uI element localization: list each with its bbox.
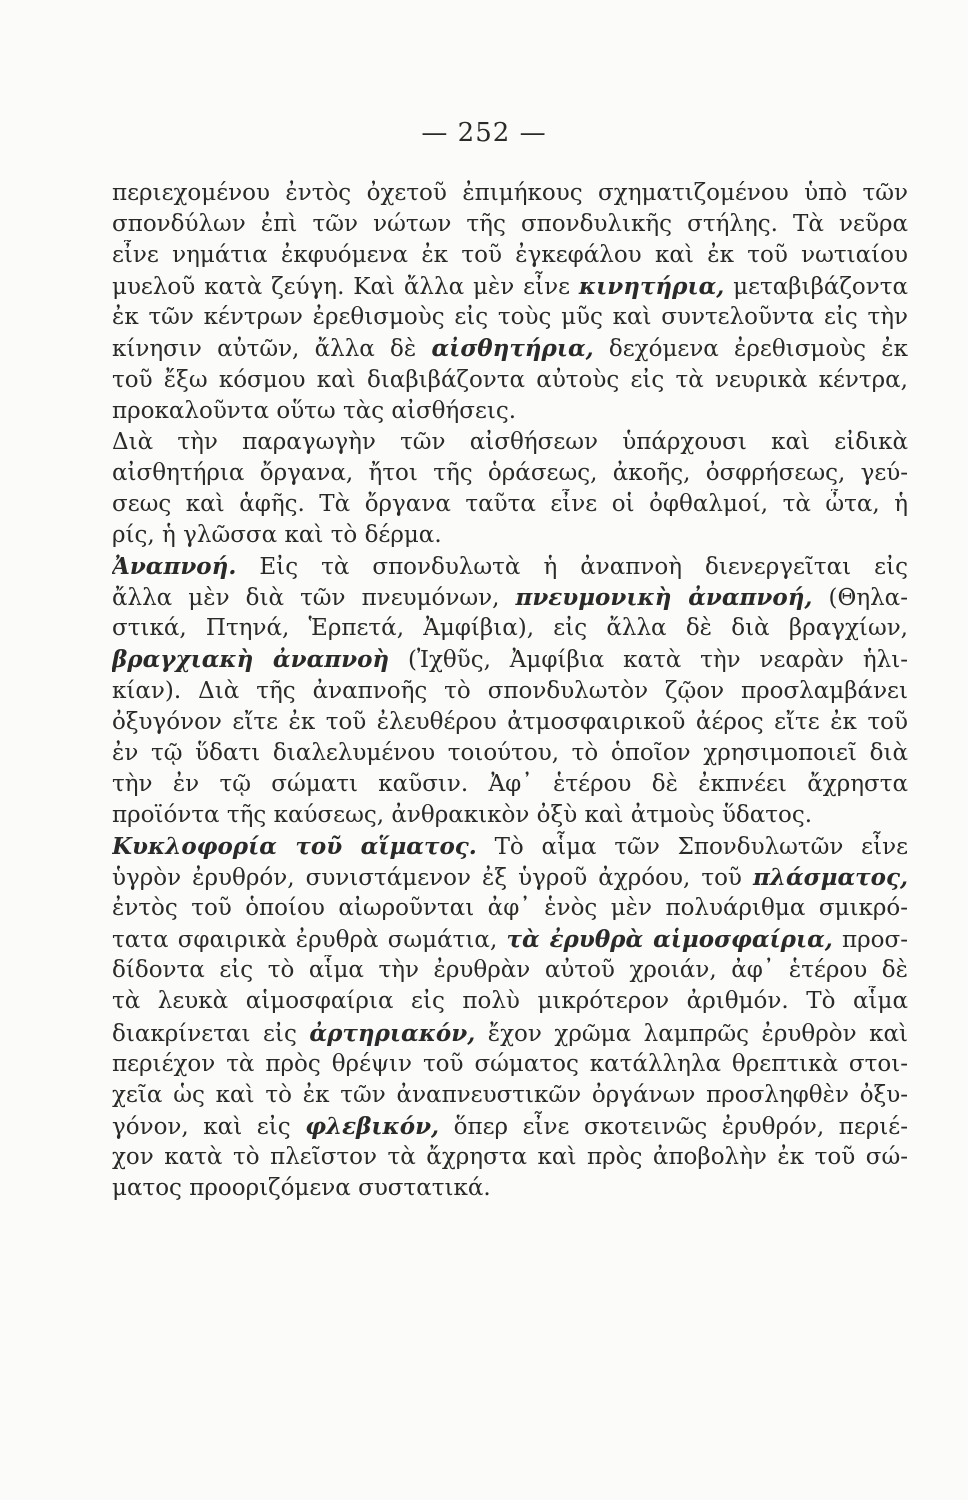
text-line xyxy=(112,302,908,333)
text-run: μεταβιβάζοντα xyxy=(724,274,908,301)
text-run: τοῦ ἔξω κόσμου καὶ διαβιβάζοντα αὐτοὺς εἰς τὰ νευρικὰ κέντρα, xyxy=(112,366,908,393)
text-run: σπονδύλων ἐπὶ τῶν νώτων τῆς σπονδυλικῆς στήλης. Τὰ νεῦρα xyxy=(112,211,908,238)
text-run: γόνον, καὶ εἰς xyxy=(112,1113,306,1140)
text-line xyxy=(112,644,908,675)
text-line xyxy=(112,955,908,986)
bold-term: πλάσματος, xyxy=(753,864,908,892)
bold-term: Ἀναπνοή. xyxy=(112,553,237,581)
text-run: ὑγρὸν ἐρυθρόν, συνιστάμενον ἐξ ὑγροῦ ἀχρόου, τοῦ xyxy=(112,865,754,892)
text-run: στικά, Πτηνά, Ἑρπετά, Ἀμφίβια), εἰς ἄλλα δὲ διὰ βραγχίων, xyxy=(112,615,908,642)
text-run: προκαλοῦντα οὕτω τὰς αἰσθήσεις. xyxy=(112,397,517,424)
text-line xyxy=(112,427,908,458)
text-run: ρίς, ἡ γλῶσσα καὶ τὸ δέρμα. xyxy=(112,522,442,549)
bold-term: Κυκλοφορία τοῦ αἵματος. xyxy=(112,832,477,860)
text-run: σεως καὶ ἁφῆς. Τὰ ὄργανα ταῦτα εἶνε οἱ ὀφθαλμοί, τὰ ὦτα, ἡ xyxy=(112,490,908,517)
text-run: ὅπερ εἶνε σκοτεινῶς ἐρυθρόν, περιέ- xyxy=(439,1113,908,1140)
text-run: κίνησιν αὐτῶν, ἄλλα δὲ xyxy=(112,336,432,363)
text-line xyxy=(112,986,908,1017)
text-line xyxy=(112,458,908,489)
text-run: χον κατὰ τὸ πλεῖστον τὰ ἄχρηστα καὶ πρὸς ἀποβολὴν ἐκ τοῦ σώ- xyxy=(112,1143,908,1170)
text-run: Εἰς τὰ σπονδυλωτὰ ἡ ἀναπνοὴ διενεργεῖται εἰς xyxy=(236,554,908,581)
text-run: τὰ λευκὰ αἱμοσφαίρια εἰς πολὺ μικρότερον ἀριθμόν. Τὸ αἷμα xyxy=(112,988,908,1015)
text-line xyxy=(112,924,908,955)
text-run: ἔχον χρῶμα λαμπρῶς ἐρυθρὸν καὶ xyxy=(475,1020,908,1047)
text-line xyxy=(112,831,908,862)
text-run: δίδοντα εἰς τὸ αἷμα τὴν ἐρυθρὰν αὐτοῦ χροιάν, ἀφ᾽ ἑτέρου δὲ xyxy=(112,957,908,984)
text-run: Διὰ τὴν παραγωγὴν τῶν αἰσθήσεων ὑπάρχουσι καὶ εἰδικὰ xyxy=(112,428,908,455)
text-line xyxy=(112,613,908,644)
bold-term: φλεβικόν, xyxy=(305,1112,440,1140)
text-line xyxy=(112,1049,908,1080)
bold-term: κινητήρια, xyxy=(578,273,725,301)
text-run: Τὸ αἷμα τῶν Σπονδυλωτῶν εἶνε xyxy=(476,833,908,860)
text-line xyxy=(112,271,908,302)
text-run: τατα σφαιρικὰ ἐρυθρὰ σωμάτια, xyxy=(112,927,507,954)
text-run: ἐκ τῶν κέντρων ἐρεθισμοὺς εἰς τοὺς μῦς καὶ συντελοῦντα εἰς τὴν xyxy=(112,304,908,331)
text-line xyxy=(112,800,908,831)
text-run: μυελοῦ κατὰ ζεύγη. Καὶ ἄλλα μὲν εἶνε xyxy=(112,274,579,301)
text-run: (Θηλα- xyxy=(812,585,908,612)
text-run: περιεχομένου ἐντὸς ὀχετοῦ ἐπιμήκους σχηματιζομένου ὑπὸ τῶν xyxy=(112,180,908,206)
text-line xyxy=(112,333,908,364)
text-line xyxy=(112,396,908,427)
text-line xyxy=(112,862,908,893)
text-line xyxy=(112,676,908,707)
text-line xyxy=(112,893,908,924)
text-run: χεῖα ὡς καὶ τὸ ἐκ τῶν ἀναπνευστικῶν ὀργάνων προσληφθὲν ὀξυ- xyxy=(112,1081,908,1108)
text-run: ἐν τῷ ὕδατι διαλελυμένου τοιούτου, τὸ ὁποῖον χρησιμοποιεῖ διὰ xyxy=(112,739,908,766)
text-line xyxy=(112,551,908,582)
text-run: προσ- xyxy=(832,927,908,954)
text-run: προϊόντα τῆς καύσεως, ἀνθρακικὸν ὀξὺ καὶ ἀτμοὺς ὕδατος. xyxy=(112,801,813,828)
text-line xyxy=(112,707,908,738)
text-run: περιέχον τὰ πρὸς θρέψιν τοῦ σώματος κατάλληλα θρεπτικὰ στοι- xyxy=(112,1050,908,1077)
bold-term: ἀρτηριακόν, xyxy=(309,1019,476,1047)
text-line xyxy=(112,520,908,551)
text-line xyxy=(112,209,908,240)
text-line xyxy=(112,1080,908,1111)
text-line xyxy=(112,1142,908,1173)
text-run: (Ἰχθῦς, Ἀμφίβια κατὰ τὴν νεαρὰν ἡλι- xyxy=(389,647,908,674)
text-run: ἄλλα μὲν διὰ τῶν πνευμόνων, xyxy=(112,585,516,612)
text-line xyxy=(112,582,908,613)
bold-term: τὰ ἐρυθρὰ αἱμοσφαίρια, xyxy=(506,926,833,954)
text-line xyxy=(112,489,908,520)
text-run: εἶνε νημάτια ἐκφυόμενα ἐκ τοῦ ἐγκεφάλου καὶ ἐκ τοῦ νωτιαίου xyxy=(112,242,908,269)
text-run: διακρίνεται εἰς xyxy=(112,1020,310,1047)
text-line xyxy=(112,240,908,271)
page-number: — 252 — xyxy=(421,118,547,148)
text-run: ὀξυγόνον εἴτε ἐκ τοῦ ἐλευθέρου ἀτμοσφαιρικοῦ ἀέρος εἴτε ἐκ τοῦ xyxy=(112,708,908,735)
text-run: κίαν). Διὰ τῆς ἀναπνοῆς τὸ σπονδυλωτὸν ζῷον προσλαμβάνει xyxy=(112,677,908,704)
text-line xyxy=(112,738,908,769)
text-line xyxy=(112,365,908,396)
bold-term: βραγχιακὴ ἀναπνοὴ xyxy=(112,646,390,674)
text-line xyxy=(112,1173,908,1204)
text-line xyxy=(112,1018,908,1049)
text-run: τὴν ἐν τῷ σώματι καῦσιν. Ἀφ᾽ ἑτέρου δὲ ἐκπνέει ἄχρηστα xyxy=(112,770,908,797)
text-run: ματος προοριζόμενα συστατικά. xyxy=(112,1175,491,1201)
text-line xyxy=(112,178,908,209)
bold-term: πνευμονικὴ ἀναπνοή, xyxy=(515,584,813,612)
text-run: δεχόμενα ἐρεθισμοὺς ἐκ xyxy=(593,336,908,363)
text-run: αἰσθητήρια ὄργανα, ἤτοι τῆς ὁράσεως, ἀκοῆς, ὀσφρήσεως, γεύ- xyxy=(112,459,908,486)
body-text xyxy=(112,178,908,1204)
bold-term: αἰσθητήρια, xyxy=(431,335,594,363)
text-line xyxy=(112,1111,908,1142)
text-line xyxy=(112,769,908,800)
text-run: ἐντὸς τοῦ ὁποίου αἰωροῦνται ἀφ᾽ ἑνὸς μὲν πολυάριθμα σμικρό- xyxy=(112,895,908,922)
